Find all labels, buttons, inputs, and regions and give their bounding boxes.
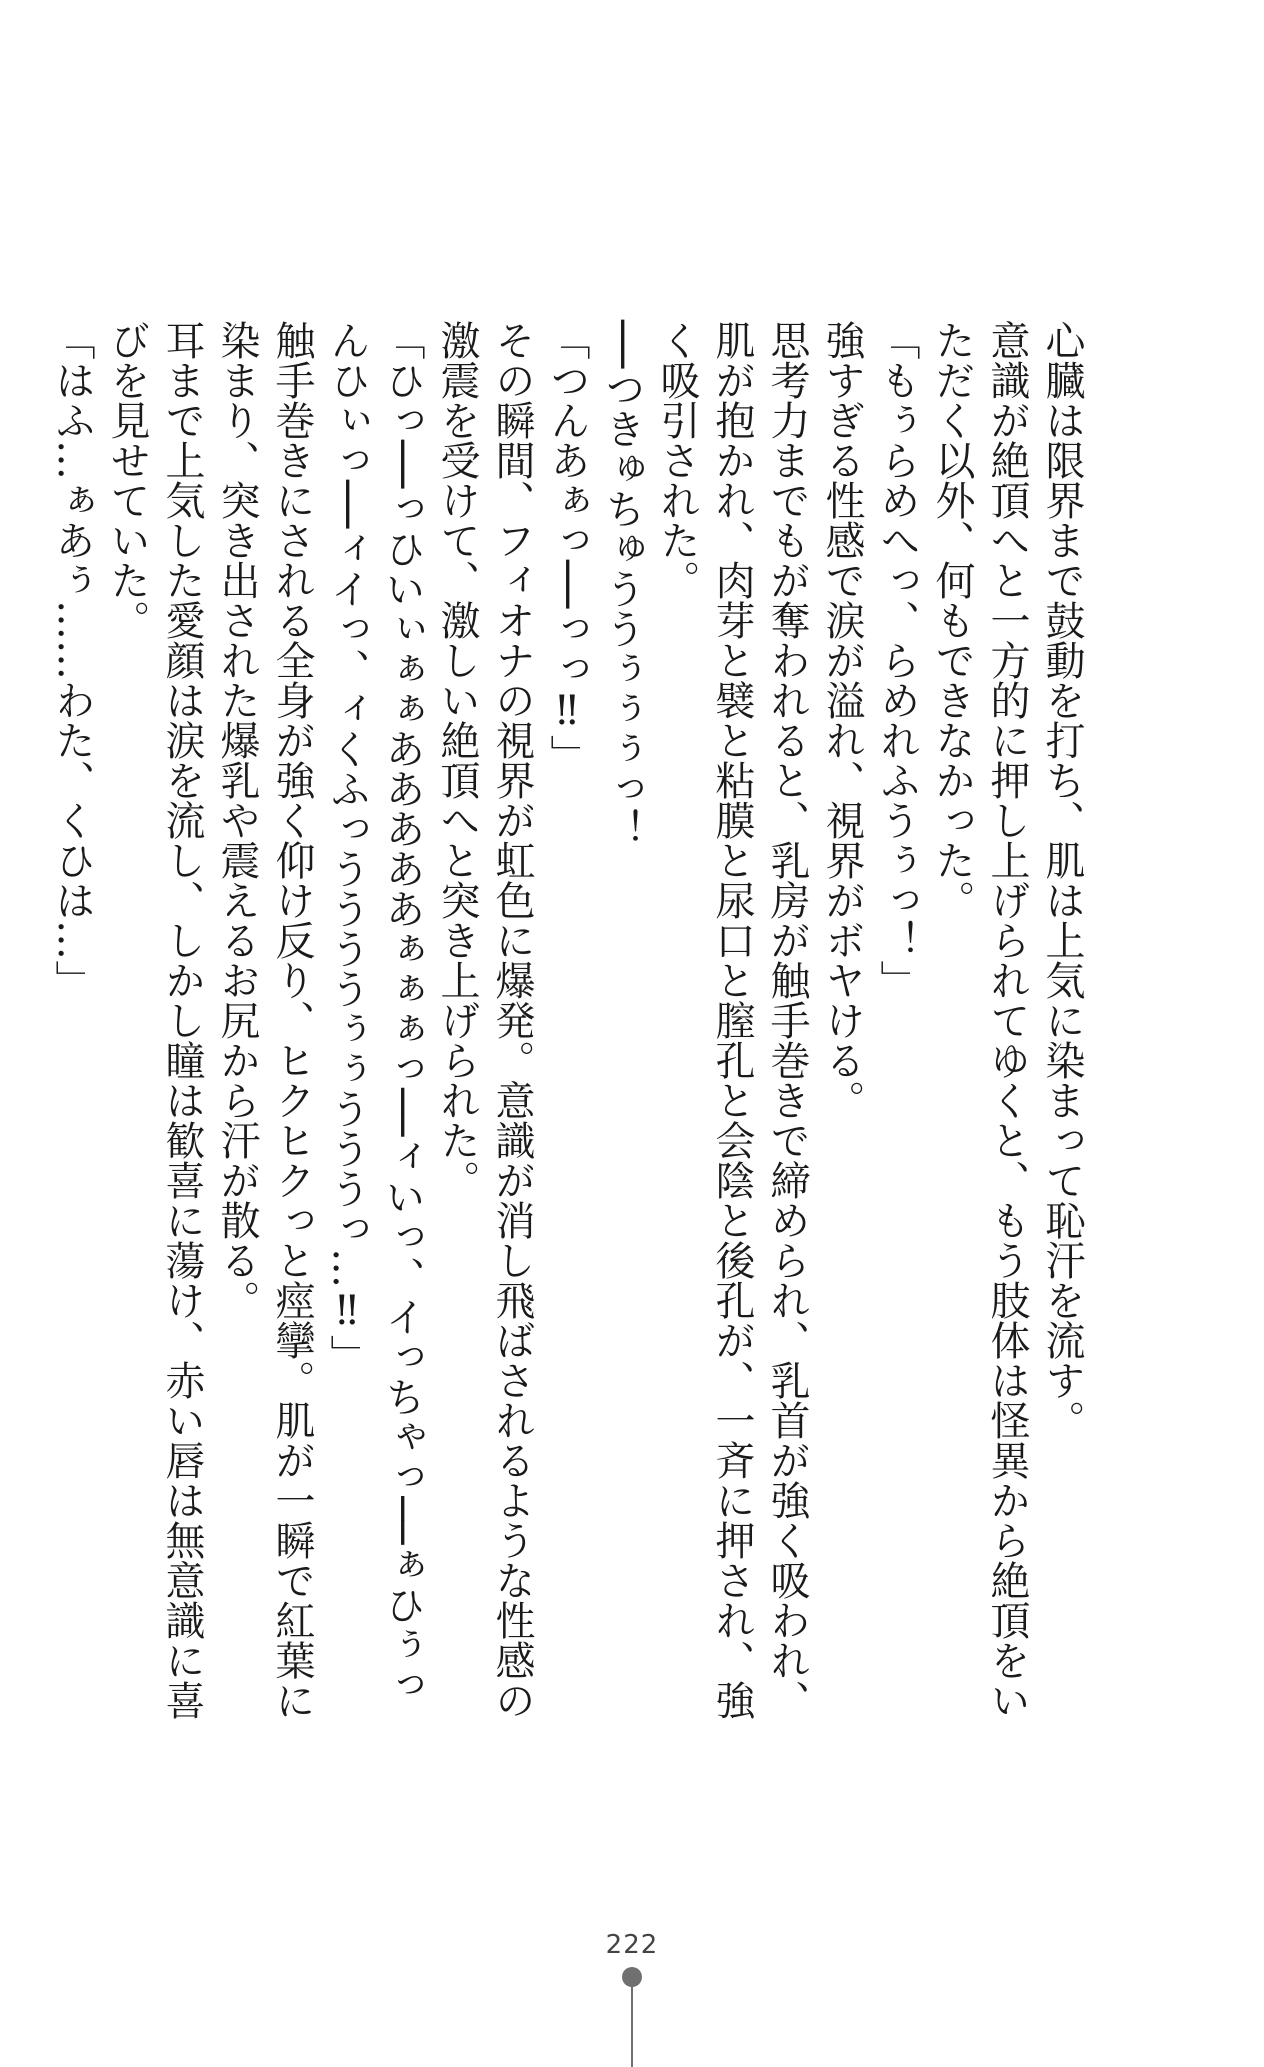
- page-number: 222: [605, 1930, 659, 1960]
- paragraph: 強すぎる性感で涙が溢れ、視界がボヤける。: [819, 320, 865, 1120]
- page-marker-icon: [622, 1967, 642, 2067]
- dialogue-line: 「はふ…ぁあぅ……わた、くひは…」: [49, 320, 95, 1000]
- sound-effect-line: ──つきゅちゅううぅぅぅっ！: [599, 320, 645, 849]
- paragraph: 思考力までもが奪われると、乳房が触手巻きで締められ、乳首が強く吸われ、肌が抱かれ、肉芽と襞と粘膜と尿口と膣孔と会陰と後孔が、一斉に押され、強く吸引された。: [654, 320, 810, 1720]
- dialogue-line: 「ひっ──っひいぃぁぁあああああぁぁぁっ──ィいっ、イっちゃっ──ぁひぅっんひぃっ──ィイっ、ィくふっううううぅぅうううっ…‼」: [324, 320, 425, 1705]
- paragraph: 触手巻きにされる全身が強く仰け反り、ヒクヒクっと痙攣。肌が一瞬で紅葉に染まり、突き出された爆乳や震えるお尻から汗が散る。: [214, 320, 315, 1720]
- dialogue-line: 「もぅらめへっ、らめれふうぅっ！」: [874, 320, 920, 1000]
- marker-line: [631, 1985, 633, 2067]
- dialogue-line: 「つんあぁっ──っっ‼」: [544, 320, 590, 775]
- paragraph: その瞬間、フィオナの視界が虹色に爆発。意識が消し飛ばされるような性感の激震を受けて、激しい絶頂へと突き上げられた。: [434, 320, 535, 1720]
- body-text: [44, 320, 1089, 1720]
- paragraph: 心臓は限界まで鼓動を打ち、肌は上気に染まって恥汗を流す。: [1039, 320, 1085, 1440]
- paragraph: 耳まで上気した愛顔は涙を流し、しかし瞳は歓喜に蕩け、赤い唇は無意識に喜びを見せていた。: [104, 320, 205, 1720]
- paragraph: 意識が絶頂へと一方的に押し上げられてゆくと、もう肢体は怪異から絶頂をいただく以外、何もできなかった。: [929, 320, 1030, 1720]
- marker-dot: [622, 1967, 642, 1987]
